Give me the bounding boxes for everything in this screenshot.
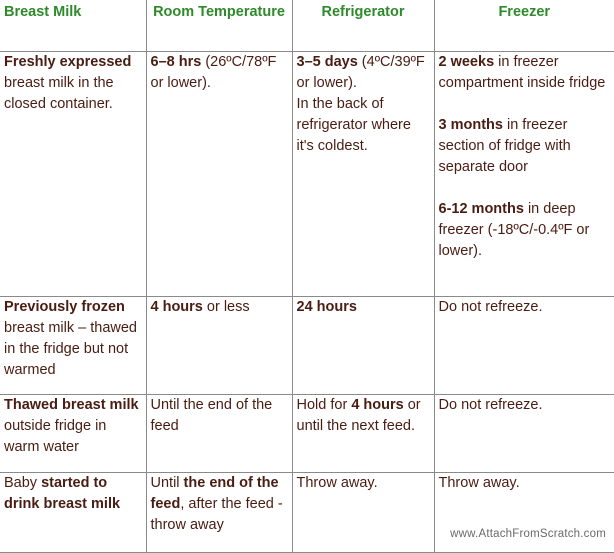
cell-text: Throw away. <box>296 475 378 491</box>
milk-cell <box>0 297 146 395</box>
cell-paragraph <box>4 395 142 458</box>
cell-text: Hold for <box>296 397 352 413</box>
bold-text: the end of the feed <box>150 475 279 512</box>
bold-text: 2 weeks <box>438 54 495 70</box>
cell-paragraph <box>297 297 430 318</box>
table-row <box>0 52 614 297</box>
cell-paragraph <box>4 297 142 381</box>
room-temp-cell <box>146 52 292 297</box>
cell-paragraph <box>4 52 142 115</box>
refrigerator-cell <box>292 297 434 395</box>
freezer-cell <box>434 52 614 297</box>
cell-text: breast milk in the closed container. <box>4 75 114 112</box>
table-row <box>0 395 614 473</box>
header-refrigerator: Refrigerator <box>292 0 434 52</box>
cell-text: , after the feed - throw away <box>150 496 283 533</box>
cell-text: Do not refreeze. <box>438 299 543 315</box>
refrigerator-cell <box>292 473 434 553</box>
room-temp-cell <box>146 395 292 473</box>
cell-text: in deep freezer (-18ºC/-0.4ºF or lower). <box>438 201 590 259</box>
cell-paragraph <box>297 395 430 437</box>
refrigerator-cell <box>292 52 434 297</box>
cell-text: breast milk – thawed in the fridge but not warmed <box>4 320 137 378</box>
cell-paragraph <box>439 297 611 318</box>
cell-text: Do not refreeze. <box>438 397 543 413</box>
freezer-cell <box>434 473 614 553</box>
header-breast-milk: Breast Milk <box>0 0 146 52</box>
cell-paragraph <box>439 473 611 494</box>
header-row <box>0 0 614 52</box>
bold-text: 4 hours <box>150 299 203 315</box>
cell-text: Baby <box>4 475 42 491</box>
milk-cell <box>0 395 146 473</box>
room-temp-cell <box>146 473 292 553</box>
cell-paragraph <box>151 395 288 437</box>
freezer-cell <box>434 395 614 473</box>
bold-text: 4 hours <box>351 397 404 413</box>
cell-paragraph <box>4 473 142 515</box>
cell-text: or until the next feed. <box>296 397 421 434</box>
bold-text: 6–8 hrs <box>150 54 202 70</box>
cell-paragraph <box>439 395 611 416</box>
milk-cell <box>0 52 146 297</box>
bold-text: Thawed breast milk <box>4 397 139 413</box>
cell-paragraph <box>439 115 611 178</box>
bold-text: 24 hours <box>296 299 357 315</box>
cell-paragraph <box>297 94 430 157</box>
site-watermark: www.AttachFromScratch.com <box>450 528 606 540</box>
bold-text: Freshly expressed <box>4 54 132 70</box>
table-row <box>0 297 614 395</box>
cell-text: outside fridge in warm water <box>4 418 107 455</box>
bold-text: 3–5 days <box>296 54 358 70</box>
cell-text: Until the end of the feed <box>150 397 273 434</box>
cell-text: (26ºC/78ºF or lower). <box>150 54 277 91</box>
cell-paragraph <box>439 199 611 262</box>
cell-paragraph <box>151 473 288 536</box>
header-freezer: Freezer <box>434 0 614 52</box>
bold-text: 6-12 months <box>438 201 524 217</box>
cell-text: (4ºC/39ºF or lower). <box>296 54 425 91</box>
room-temp-cell <box>146 297 292 395</box>
cell-text: in freezer compartment inside fridge <box>438 54 606 91</box>
cell-paragraph <box>439 52 611 94</box>
cell-paragraph <box>297 473 430 494</box>
cell-paragraph <box>297 52 430 94</box>
cell-text: or less <box>202 299 250 315</box>
cell-paragraph <box>151 52 288 94</box>
milk-cell <box>0 473 146 553</box>
bold-text: Previously frozen <box>4 299 125 315</box>
table-row <box>0 473 614 553</box>
cell-text: Throw away. <box>438 475 520 491</box>
bold-text: started to drink breast milk <box>4 475 121 512</box>
refrigerator-cell <box>292 395 434 473</box>
freezer-cell <box>434 297 614 395</box>
header-room-temperature: Room Temperature <box>146 0 292 52</box>
cell-text: in freezer section of fridge with separate door <box>438 117 571 175</box>
bold-text: 3 months <box>438 117 503 133</box>
cell-text: In the back of refrigerator where it's coldest. <box>296 96 411 154</box>
cell-text: Until <box>150 475 184 491</box>
cell-paragraph <box>151 297 288 318</box>
